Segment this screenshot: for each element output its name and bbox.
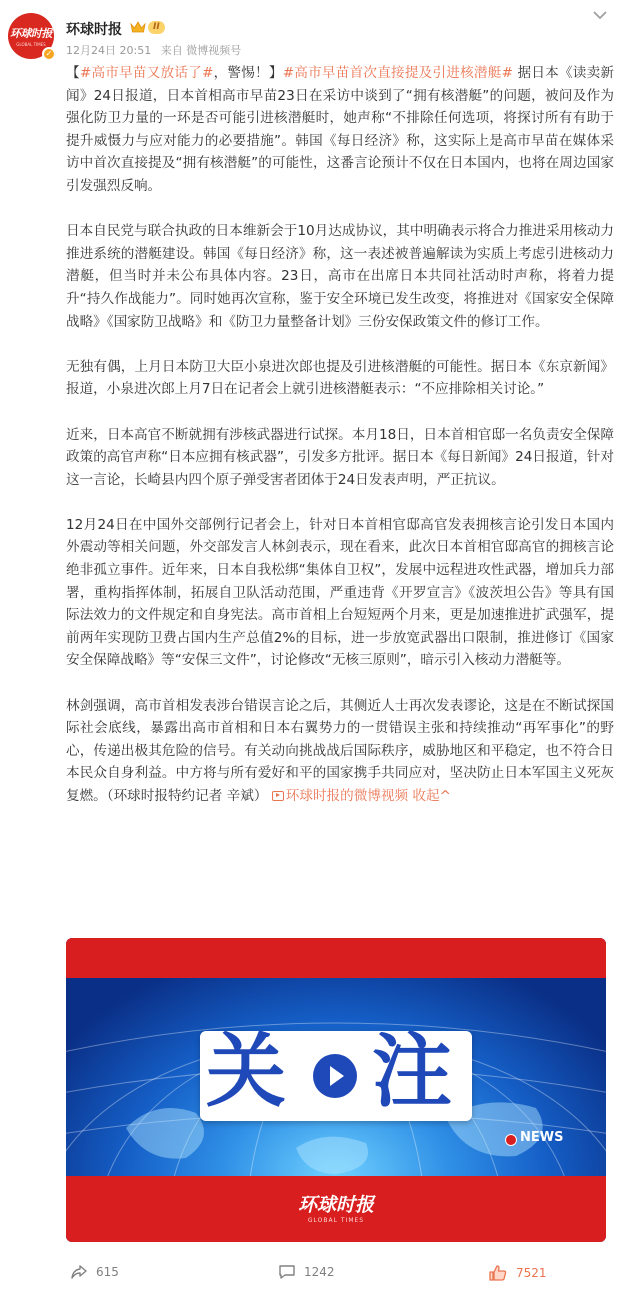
post-timestamp[interactable]: 12月24日 20:51 xyxy=(66,44,152,57)
post-paragraph xyxy=(66,62,614,198)
post-source[interactable]: 来自 微博视频号 xyxy=(160,44,242,57)
share-count: 615 xyxy=(96,1265,119,1279)
share-icon xyxy=(70,1264,88,1280)
thumbs-up-icon xyxy=(488,1264,508,1282)
avatar-logo-text: 环球时报 xyxy=(10,27,52,40)
post-meta xyxy=(66,42,241,58)
post-paragraph xyxy=(66,424,614,492)
comment-icon xyxy=(278,1264,296,1280)
video-top-band xyxy=(66,938,606,978)
video-link-icon xyxy=(272,791,284,801)
body-text-segment: 据日本《读卖新闻》24日报道，日本首相高市早苗23日在采访中谈到了“拥有核潜艇”的问题，被问及作为强化防卫力量的一环是否可能引进核潜艇时，她声称“不排除任何选项，将探讨所有有助于提升威慑力与应对能力的必要措施”。韩国《每日经济》称，这实际上是高市早苗在媒体采访中首次直接提及“拥有核潜艇”的可能性，这番言论预计不仅在日本国内，也将在周边国家引发强烈反响。 xyxy=(66,65,615,194)
play-icon[interactable] xyxy=(313,1054,357,1098)
post-header xyxy=(0,0,620,62)
body-text-segment: 日本自民党与联合执政的日本维新会于10月达成协议，其中明确表示将合力推进采用核动力推进系统的潜艇建设。韩国《每日经济》称，这一表述被普遍解读为实质上考虑引进核动力潜艇，但当时并未公布具体内容。23日，高市在出席日本共同社活动时声称，将着力提升“持久作战能力”。同时她再次宣称，鉴于安全环境已发生改变，将推进对《国家安全保障战略》《国家防卫战略》和《防卫力量整备计划》三份安保政策文件的修订工作。 xyxy=(66,223,614,330)
video-player[interactable] xyxy=(66,938,606,1242)
post-action-bar xyxy=(0,1254,620,1294)
comment-count: 1242 xyxy=(304,1265,335,1279)
member-level-badge[interactable] xyxy=(128,19,169,35)
verified-badge-icon: ✓ xyxy=(42,47,56,61)
like-button[interactable] xyxy=(488,1264,547,1282)
collapse-button[interactable]: 收起^ xyxy=(408,788,452,804)
body-text-segment: ，警惕！】 xyxy=(213,65,283,81)
member-level: II xyxy=(148,21,165,34)
avatar-logo-subtext: GLOBAL TIMES xyxy=(16,42,46,47)
post-paragraph xyxy=(66,356,614,401)
video-source-link[interactable]: 环球时报的微博视频 xyxy=(285,788,409,804)
post-body xyxy=(66,62,614,808)
video-title-char-1: 关 xyxy=(206,1025,286,1118)
share-button[interactable] xyxy=(70,1264,119,1280)
post-paragraph xyxy=(66,220,614,333)
hashtag-link[interactable]: #高市早苗首次直接提及引进核潜艇# xyxy=(282,65,513,81)
crown-icon xyxy=(130,20,146,34)
more-options-icon[interactable] xyxy=(590,8,610,22)
body-text-segment: 无独有偶，上月日本防卫大臣小泉进次郎也提及引进核潜艇的可能性。据日本《东京新闻》报道，小泉进次郎上月7日在记者会上就引进核潜艇表示：“不应排除相关讨论。” xyxy=(66,358,614,398)
video-title-char-2: 注 xyxy=(372,1025,452,1118)
news-dot-icon xyxy=(505,1134,517,1146)
author-name[interactable]: 环球时报 xyxy=(66,22,122,38)
hashtag-link[interactable]: #高市早苗又放话了# xyxy=(79,65,214,81)
video-brand-subtext: GLOBAL TIMES xyxy=(307,1217,365,1224)
body-text-segment: 近来，日本高官不断就拥有涉核武器进行试探。本月18日，日本首相官邸一名负责安全保障政策的高官声称“日本应拥有核武器”，引发多方批评。据日本《每日新闻》24日报道，针对这一言论，长崎县内四个原子弹受害者团体于24日发表声明，严正抗议。 xyxy=(66,426,614,488)
video-link-wrapper[interactable] xyxy=(272,788,408,804)
body-text-segment: 林剑强调，高市首相发表涉台错误言论之后，其侧近人士再次发表谬论，这是在不断试探国际社会底线，暴露出高市首相和日本右翼势力的一贯错误主张和持续推动“再军事化”的野心，传递出极其危险的信号。有关动向挑战战后国际秩序，威胁地区和平稳定，也不符合日本民众自身利益。中方将与所有爱好和平的国家携手共同应对，坚决防止日本军国主义死灰复燃。（环球时报特约记者 辛斌） xyxy=(66,697,614,804)
video-brand-logo: 环球时报 xyxy=(297,1194,374,1216)
news-label: NEWS xyxy=(520,1130,564,1145)
post-paragraph xyxy=(66,514,614,672)
like-count: 7521 xyxy=(516,1266,547,1280)
post-paragraph xyxy=(66,695,614,808)
comment-button[interactable] xyxy=(278,1264,335,1280)
body-text-segment: 12月24日在中国外交部例行记者会上，针对日本首相官邸高官发表拥核言论引发日本国内外震动等相关问题，外交部发言人林剑表示，现在看来，此次日本首相官邸高官的拥核言论绝非孤立事件。近年来，日本自我松绑“集体自卫权”，发展中远程进攻性武器，增加兵力部署，重构指挥体制，拓展自卫队活动范围，严重违背《开罗宣言》《波茨坦公告》等具有国际法效力的文件规定和自身宪法。高市首相上台短短两个月来，更是加速推进扩武强军，提前两年实现防卫费占国内生产总值2%的目标，进一步放宽武器出口限制，推进修订《国家安全保障战略》等“安保三文件”，讨论修改“无核三原则”，暗示引入核动力潜艇等。 xyxy=(66,516,614,669)
body-text-segment: 【 xyxy=(66,65,80,81)
